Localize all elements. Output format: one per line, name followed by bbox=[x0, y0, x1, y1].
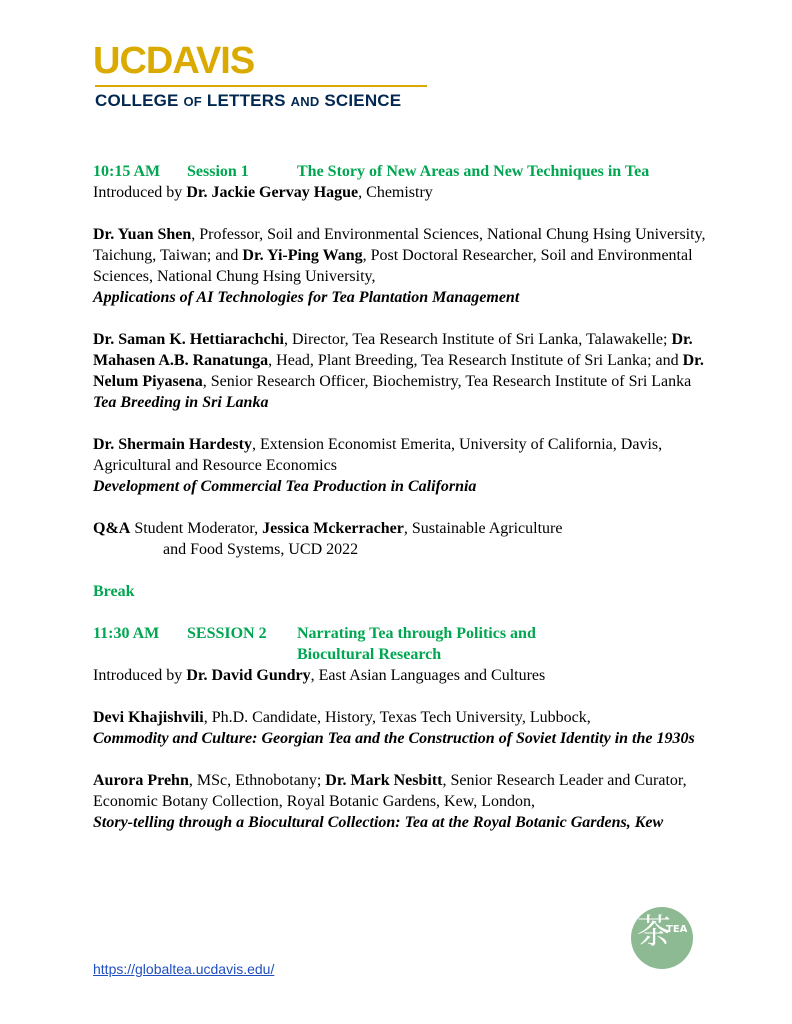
talk-title: Applications of AI Technologies for Tea Plantation Management bbox=[93, 289, 520, 306]
speaker-affiliation: , MSc, Ethnobotany; bbox=[188, 772, 326, 789]
qa-entry bbox=[93, 518, 713, 539]
session1-title: The Story of New Areas and New Techniques in Tea bbox=[297, 163, 650, 180]
speaker-affiliation: , Director, Tea Research Institute of Sri Lanka, Talawakelle; bbox=[283, 331, 672, 348]
session2-time: 11:30 AM bbox=[93, 625, 160, 642]
speaker-affiliation: , Senior Research Leader and Curator, Economic Botany Collection, Royal Botanic Gardens, Kew, London, bbox=[93, 772, 687, 810]
session2-label: SESSION 2 bbox=[187, 625, 267, 642]
speaker-affiliation: , Professor, Soil and Environmental Sciences, National Chung Hsing University, Taichung, Taiwan; and bbox=[93, 226, 706, 264]
tea-logo-word: TEA bbox=[666, 924, 688, 935]
intro-suffix: , Chemistry bbox=[358, 184, 433, 201]
session1-intro bbox=[93, 182, 713, 203]
speaker-name: Dr. Mahasen A.B. Ranatunga bbox=[93, 331, 693, 369]
talk-title: Tea Breeding in Sri Lanka bbox=[93, 394, 269, 411]
speaker-name: Aurora Prehn bbox=[93, 772, 189, 789]
college-word-1: COLLEGE bbox=[95, 91, 184, 110]
logo-divider bbox=[95, 85, 427, 87]
qa-text: Student Moderator, bbox=[130, 520, 263, 537]
speaker-name: Dr. Saman K. Hettiarachchi bbox=[93, 331, 284, 348]
talk-title: Story-telling through a Biocultural Collection: Tea at the Royal Botanic Gardens, Kew bbox=[93, 814, 664, 831]
wordmark-uc: UC bbox=[93, 40, 146, 82]
college-word-3: SCIENCE bbox=[319, 91, 402, 110]
qa-text: , Sustainable Agriculture bbox=[403, 520, 563, 537]
qa-continuation: and Food Systems, UCD 2022 bbox=[163, 541, 359, 558]
program-content bbox=[93, 161, 713, 833]
break-heading: Break bbox=[93, 583, 135, 600]
qa-label: Q&A bbox=[93, 520, 131, 537]
speaker-affiliation: , Post Doctoral Researcher, Soil and Environmental Sciences, National Chung Hsing University, bbox=[93, 247, 693, 285]
speaker-affiliation: , Ph.D. Candidate, History, Texas Tech University, Lubbock, bbox=[203, 709, 591, 726]
speaker-name: Dr. Shermain Hardesty bbox=[93, 436, 252, 453]
speaker-name: Devi Khajishvili bbox=[93, 709, 204, 726]
session1-heading bbox=[93, 161, 713, 182]
intro-prefix: Introduced by bbox=[93, 184, 187, 201]
talk-entry bbox=[93, 707, 713, 728]
session1-label: Session 1 bbox=[187, 163, 249, 180]
speaker-name: Dr. Yuan Shen bbox=[93, 226, 192, 243]
talk-entry bbox=[93, 434, 713, 476]
intro-suffix: , East Asian Languages and Cultures bbox=[310, 667, 546, 684]
speaker-name: Dr. Mark Nesbitt bbox=[325, 772, 443, 789]
session2-intro bbox=[93, 665, 713, 686]
intro-name: Dr. David Gundry bbox=[186, 667, 311, 684]
speaker-affiliation: , Extension Economist Emerita, University of California, Davis, Agricultural and Resource Economics bbox=[93, 436, 663, 474]
college-word-2: LETTERS bbox=[201, 91, 291, 110]
college-name bbox=[95, 92, 401, 109]
tea-glyph-icon: 茶 bbox=[637, 912, 671, 952]
college-word-of: OF bbox=[183, 94, 202, 109]
session2-title-line2: Biocultural Research bbox=[297, 646, 442, 663]
intro-prefix: Introduced by bbox=[93, 667, 187, 684]
wordmark-davis: DAVIS bbox=[145, 40, 255, 82]
website-link[interactable]: https://globaltea.ucdavis.edu/ bbox=[93, 961, 275, 977]
talk-entry bbox=[93, 224, 713, 287]
moderator-name: Jessica Mckerracher bbox=[262, 520, 404, 537]
speaker-name: Dr. Nelum Piyasena bbox=[93, 352, 704, 390]
session1-time: 10:15 AM bbox=[93, 163, 161, 180]
global-tea-logo bbox=[631, 907, 693, 969]
session2-title-line1: Narrating Tea through Politics and bbox=[297, 625, 536, 642]
college-word-and: AND bbox=[290, 94, 320, 109]
intro-name: Dr. Jackie Gervay Hague bbox=[186, 184, 359, 201]
session2-heading bbox=[93, 623, 713, 644]
ucdavis-wordmark bbox=[93, 42, 254, 80]
talk-title: Development of Commercial Tea Production in California bbox=[93, 478, 477, 495]
talk-title: Commodity and Culture: Georgian Tea and the Construction of Soviet Identity in the 1930s bbox=[93, 730, 695, 747]
speaker-affiliation: , Head, Plant Breeding, Tea Research Institute of Sri Lanka; and bbox=[268, 352, 683, 369]
speaker-affiliation: , Senior Research Officer, Biochemistry, Tea Research Institute of Sri Lanka bbox=[202, 373, 692, 390]
talk-entry bbox=[93, 329, 713, 392]
talk-entry bbox=[93, 770, 713, 812]
speaker-name: Dr. Yi-Ping Wang bbox=[242, 247, 363, 264]
